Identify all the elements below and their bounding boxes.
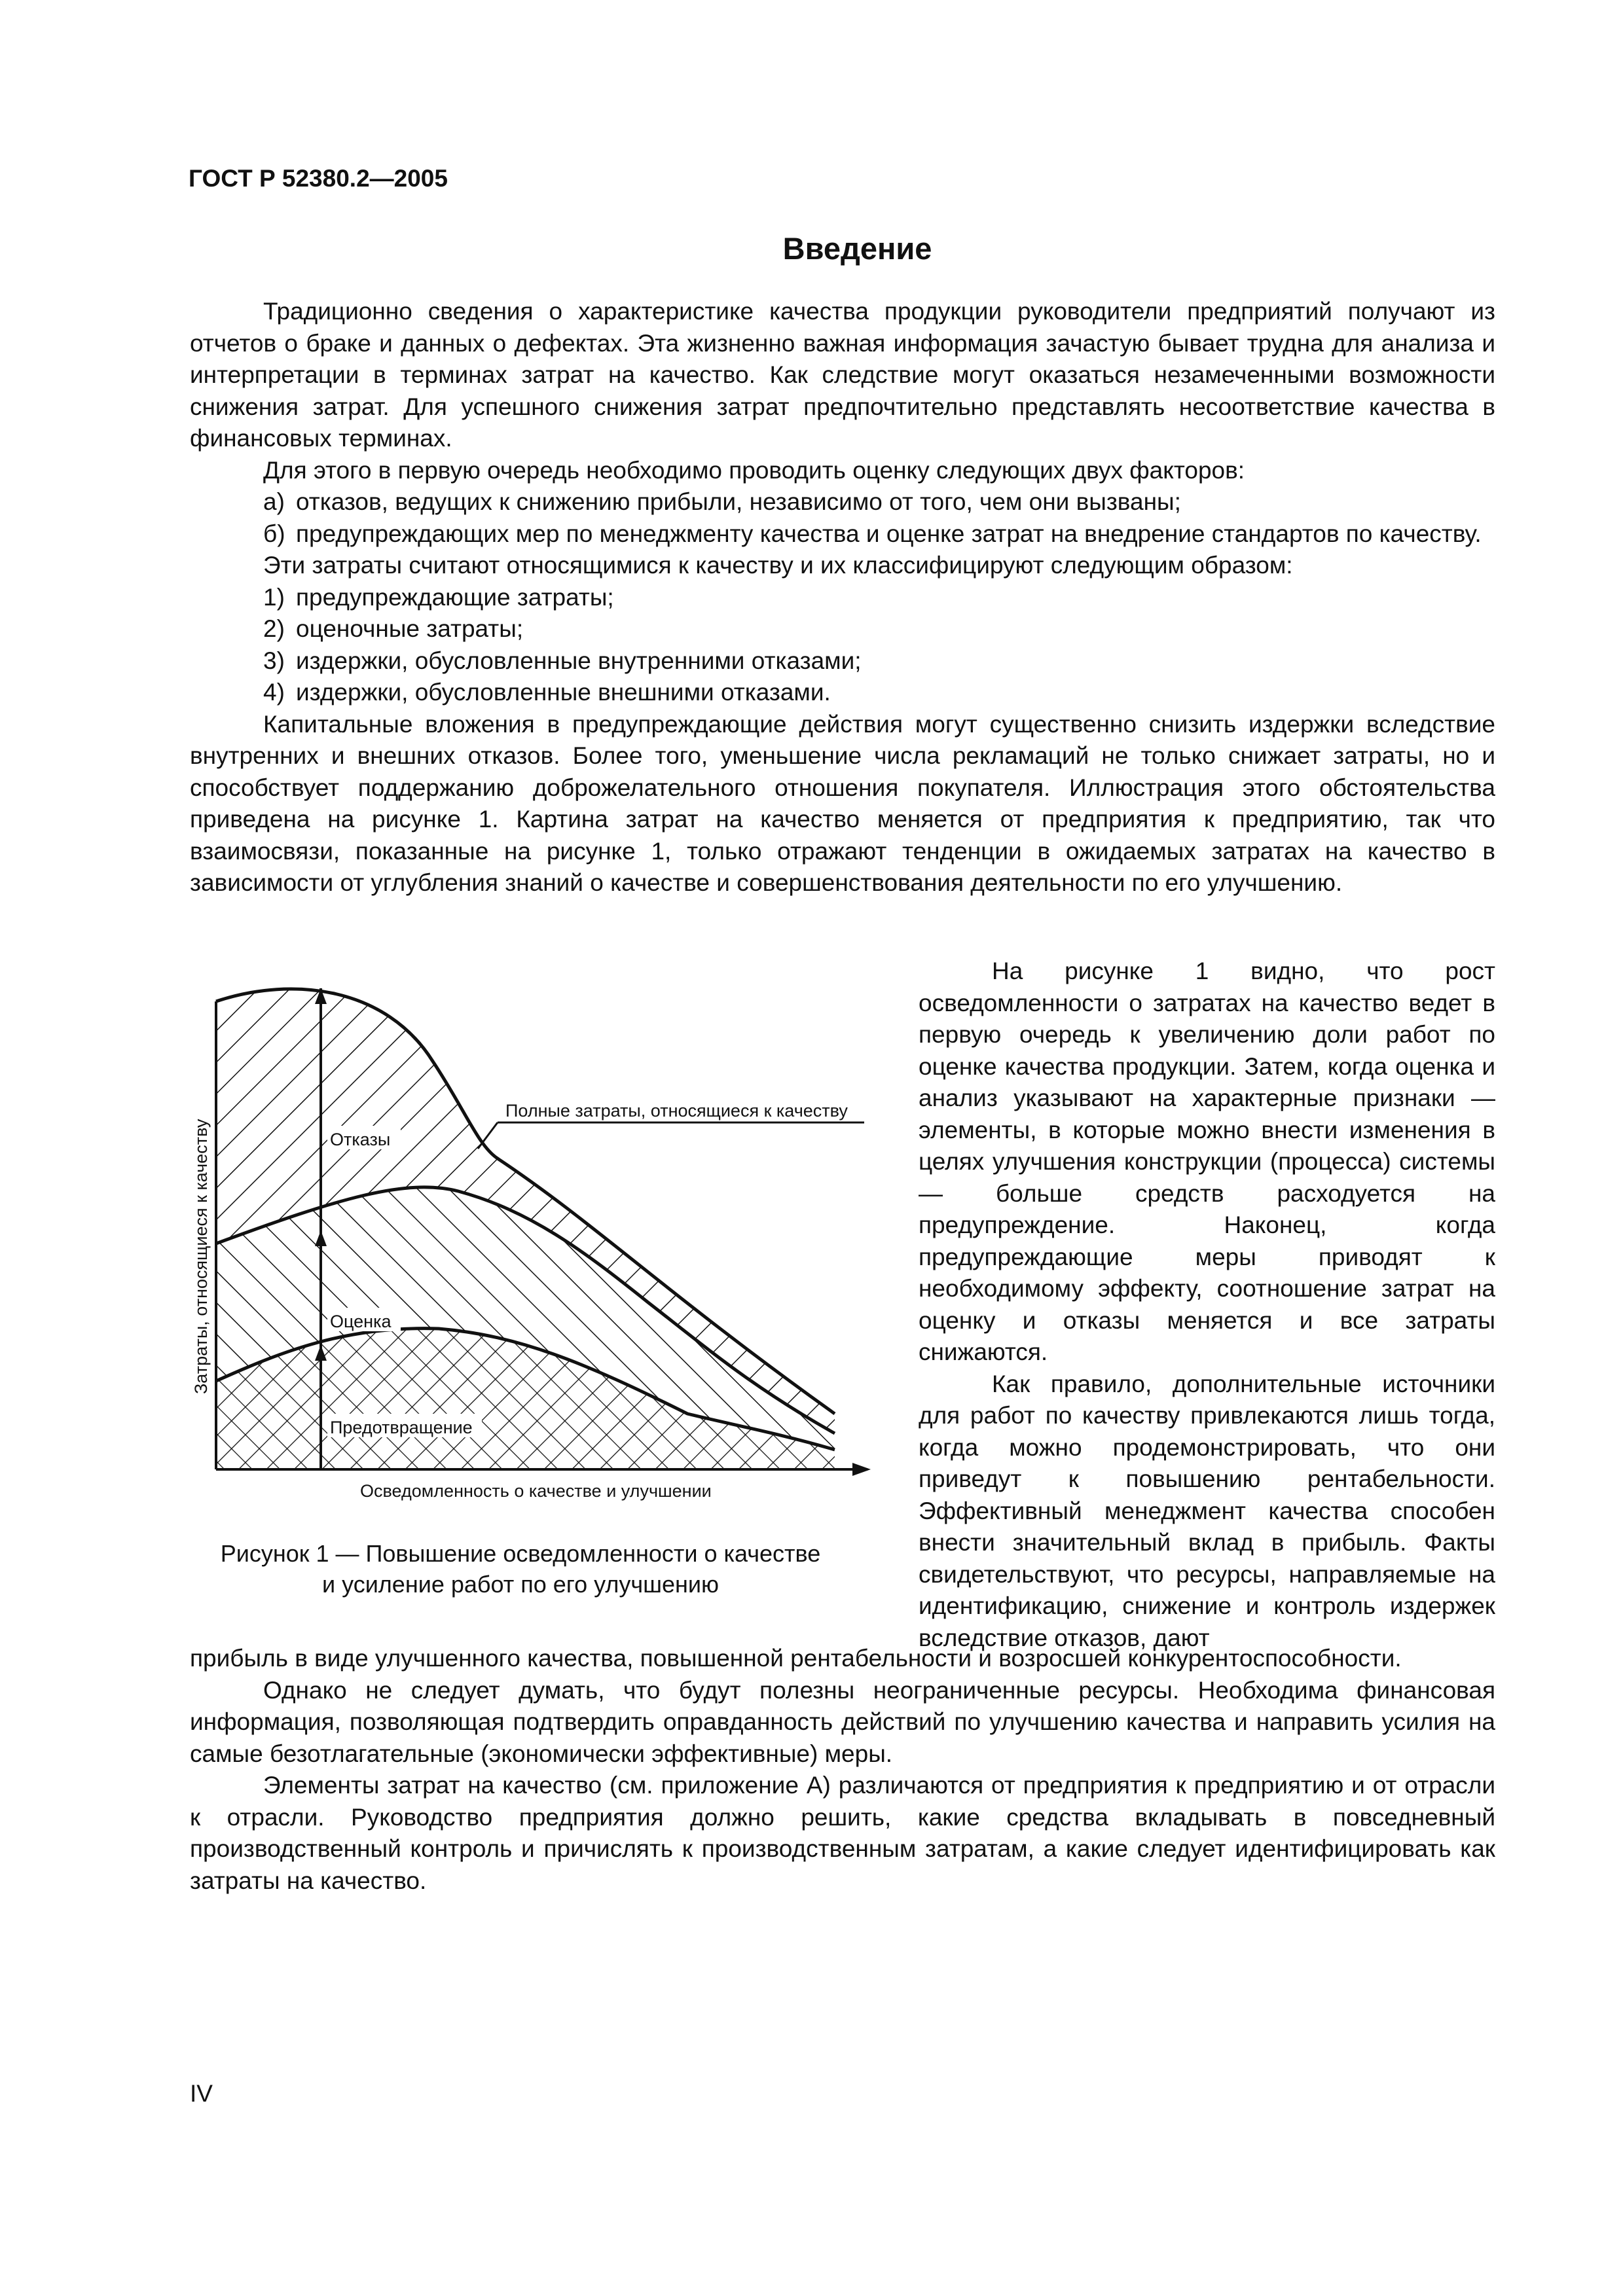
caption-line-1: Рисунок 1 — Повышение осведомленности о качестве	[220, 1540, 821, 1567]
figure-side-text	[919, 956, 1495, 1654]
x-axis-arrow-icon	[852, 1463, 871, 1476]
list-text: издержки, обусловленные внешними отказами.	[296, 679, 831, 706]
paragraph: Однако не следует думать, что будут полезны неограниченные ресурсы. Необходима финансовая информация, позволяющая подтвердить оправданность действий по улучшению качества и направить усилия на самые безотлагательные (экономически эффективные) меры.	[190, 1676, 1495, 1767]
section-title: Введение	[782, 231, 932, 266]
list-item	[190, 582, 1495, 614]
appraisal-label: Оценка	[330, 1312, 392, 1331]
paragraph: Для этого в первую очередь необходимо проводить оценку следующих двух факторов:	[263, 456, 1245, 484]
list-marker: 1)	[263, 583, 285, 611]
failures-label: Отказы	[330, 1130, 391, 1149]
paragraph: На рисунке 1 видно, что рост осведомленности о затратах на качество ведет в первую очередь к увеличению доли работ по оценке качества продукции. Затем, когда оценка и анализ указывают на характерные признаки — элементы, в которые можно внести изменения в целях улучшения конструкции (процесса) системы — больше средств расходуется на предупреждение. Наконец, когда предупреждающие меры приводят к необходимому эффекту, соотношение затрат на оценку и отказы меняется и все затраты снижаются.	[919, 958, 1495, 1365]
cost-diagram	[190, 962, 871, 1538]
list-item	[190, 677, 1495, 709]
intro-text-block	[190, 296, 1495, 899]
paragraph: Традиционно сведения о характеристике качества продукции руководители предприятий получают из отчетов о браке и данных о дефектах. Эта жизненно важная информация зачастую бывает трудна для анализа и интерпретации в терминах затрат на качество. Как следствие могут оказаться незамеченными возможности снижения затрат. Для успешного снижения затрат предпочтительно представлять несоответствие качества в финансовых терминах.	[190, 298, 1495, 452]
figure-1	[190, 962, 871, 1630]
paragraph: Как правило, дополнительные источники для работ по качеству привлекаются лишь тогда, когда можно продемонстрировать, что они приведут к повышению рентабельности. Эффективный менеджмент качества способен внести значительный вклад в прибыль. Факты свидетельствуют, что ресурсы, направляемые на идентификацию, снижение и контроль издержек вследствие отказов, дают	[919, 1370, 1495, 1651]
list-text: предупреждающих мер по менеджменту качества и оценке затрат на внедрение стандартов по качеству.	[296, 520, 1482, 547]
x-axis-label: Осведомленность о качестве и улучшении	[360, 1481, 712, 1501]
list-text: издержки, обусловленные внутренними отказами;	[296, 647, 862, 674]
list-item	[190, 613, 1495, 645]
page-number: IV	[190, 2080, 213, 2107]
paragraph: Элементы затрат на качество (см. приложение А) различаются от предприятия к предприятию и от отрасли к отрасли. Руководство предприятия должно решить, какие средства вкладывать в повседневный производственный контроль и причислять к производственным затратам, а какие следует идентифицировать как затраты на качество.	[190, 1772, 1495, 1894]
closing-text-block	[190, 1643, 1495, 1897]
document-code: ГОСТ Р 52380.2—2005	[189, 165, 448, 192]
prevention-label: Предотвращение	[330, 1418, 473, 1437]
list-text: предупреждающие затраты;	[296, 583, 614, 611]
list-text: оценочные затраты;	[296, 615, 524, 642]
list-marker: 3)	[263, 647, 285, 674]
list-marker: 4)	[263, 679, 285, 706]
caption-line-2: и усиление работ по его улучшению	[321, 1571, 719, 1598]
list-item	[190, 486, 1495, 518]
total-cost-label: Полные затраты, относящиеся к качеству	[505, 1101, 848, 1121]
list-marker: 2)	[263, 615, 285, 642]
y-axis-label: Затраты, относящиеся к качеству	[191, 1119, 211, 1394]
total-label-leader	[478, 1122, 498, 1149]
list-text: отказов, ведущих к снижению прибыли, независимо от того, чем они вызваны;	[296, 488, 1181, 515]
paragraph: Эти затраты считают относящимися к качеству и их классифицируют следующим образом:	[263, 552, 1293, 579]
figure-caption	[190, 1538, 851, 1600]
list-marker: б)	[263, 520, 285, 547]
paragraph: Капитальные вложения в предупреждающие действия могут существенно снизить издержки вследствие внутренних и внешних отказов. Более того, уменьшение числа рекламаций не только снижает затраты, но и способствует поддержанию доброжелательного отношения покупателя. Иллюстрация этого обстоятельства приведена на рисунке 1. Картина затрат на качество меняется от предприятия к предприятию, так что взаимосвязи, показанные на рисунке 1, только отражают тенденции в ожидаемых затратах на качество в зависимости от углубления знаний о качестве и совершенствования деятельности по его улучшению.	[190, 710, 1495, 896]
list-item	[190, 645, 1495, 677]
list-marker: а)	[263, 488, 285, 515]
paragraph: прибыль в виде улучшенного качества, повышенной рентабельности и возросшей конкурентоспособности.	[190, 1645, 1402, 1672]
list-item	[190, 518, 1495, 550]
